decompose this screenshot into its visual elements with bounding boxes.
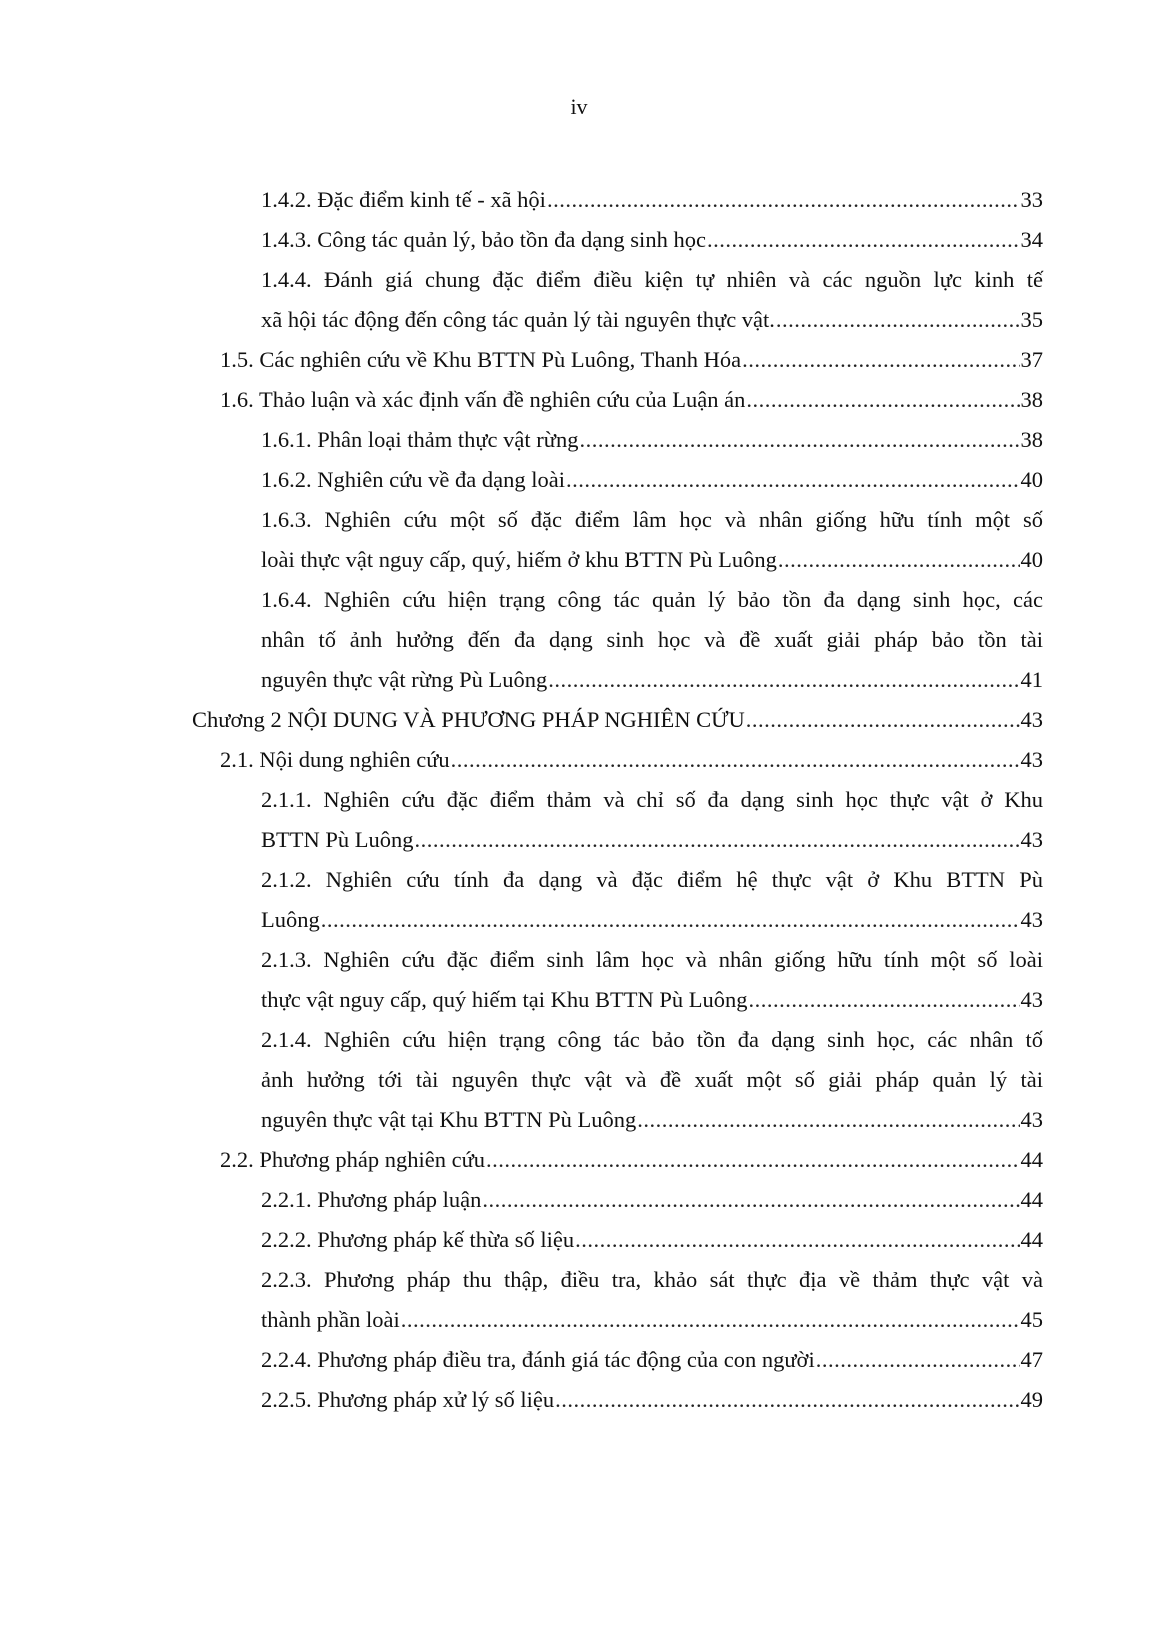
toc-entry-text-line: 2.1.1. Nghiên cứu đặc điểm thảm và chỉ số đa dạng sinh học thực vật ở Khu [261, 787, 1043, 812]
toc-entry-page-number: 43 [1020, 907, 1043, 932]
toc-entry-page-number: 49 [1020, 1387, 1043, 1412]
toc-entry [220, 1140, 1158, 1180]
toc-entry-last-line [261, 1100, 1043, 1140]
dot-leader [579, 420, 1019, 460]
toc-entry-page-number: 37 [1020, 347, 1043, 372]
toc-entry-text-line: nhân tố ảnh hưởng đến đa dạng sinh học và đề xuất giải pháp bảo tồn tài [261, 627, 1043, 652]
toc-entry [261, 500, 1158, 580]
toc-entry-last-line [261, 1180, 1043, 1220]
toc-entry-last-line [261, 1380, 1043, 1420]
toc-entry-last-line [261, 980, 1043, 1020]
toc-entry-last-line [261, 1340, 1043, 1380]
toc-entry-page-number: 38 [1020, 427, 1043, 452]
dot-leader [548, 660, 1019, 700]
toc-entry-page-number: 33 [1020, 187, 1043, 212]
toc-entry-text-line: 2.1.3. Nghiên cứu đặc điểm sinh lâm học và nhân giống hữu tính một số loài [261, 947, 1043, 972]
toc-entry-text-line: 1.6.3. Nghiên cứu một số đặc điểm lâm học và nhân giống hữu tính một số [261, 507, 1043, 532]
toc-entry-title: thành phần loài [261, 1307, 400, 1332]
toc-entry-title: nguyên thực vật tại Khu BTTN Pù Luông [261, 1107, 637, 1132]
toc-entry [220, 740, 1158, 780]
dot-leader [742, 340, 1019, 380]
dot-leader [575, 1220, 1019, 1260]
toc-entry [261, 940, 1158, 1020]
toc-entry-title: 2.2.2. Phương pháp kế thừa số liệu [261, 1227, 575, 1252]
dot-leader [401, 1300, 1020, 1340]
toc-entry-page-number: 45 [1020, 1307, 1043, 1332]
toc-entry [261, 860, 1158, 940]
toc-entry-last-line [220, 340, 1043, 380]
toc-entry-last-line [261, 900, 1043, 940]
toc-entry [220, 380, 1158, 420]
toc-entry [261, 1220, 1158, 1260]
toc-entry-title: 2.2. Phương pháp nghiên cứu [220, 1147, 486, 1172]
toc-entry-page-number: 41 [1020, 667, 1043, 692]
toc-entry-text-line: 2.1.4. Nghiên cứu hiện trạng công tác bảo tồn đa dạng sinh học, các nhân tố [261, 1027, 1043, 1052]
dot-leader [451, 740, 1020, 780]
toc-entry-title: loài thực vật nguy cấp, quý, hiếm ở khu BTTN Pù Luông [261, 547, 777, 572]
toc-entry-page-number: 44 [1020, 1187, 1043, 1212]
dot-leader [776, 300, 1020, 340]
toc-entry-last-line [261, 420, 1043, 460]
toc-entry-page-number: 43 [1020, 707, 1043, 732]
toc-entry-title: 1.4.2. Đặc điểm kinh tế - xã hội [261, 187, 546, 212]
dot-leader [566, 460, 1020, 500]
toc-entry-last-line [261, 1300, 1043, 1340]
toc-entry-title: 2.2.1. Phương pháp luận [261, 1187, 482, 1212]
toc-entry-page-number: 44 [1020, 1147, 1043, 1172]
toc-entry [261, 580, 1158, 700]
dot-leader [778, 540, 1020, 580]
dot-leader [555, 1380, 1019, 1420]
toc-entry-title: xã hội tác động đến công tác quản lý tài nguyên thực vật. [261, 307, 775, 332]
toc-entry-title: 2.2.5. Phương pháp xử lý số liệu [261, 1387, 555, 1412]
toc-entry-text-line: 1.6.4. Nghiên cứu hiện trạng công tác quản lý bảo tồn đa dạng sinh học, các [261, 587, 1043, 612]
toc-entry-last-line [261, 660, 1043, 700]
toc-entry-last-line [192, 700, 1043, 740]
dot-leader [746, 700, 1020, 740]
toc-entry-page-number: 34 [1020, 227, 1043, 252]
dot-leader [321, 900, 1020, 940]
toc-entry-page-number: 43 [1020, 747, 1043, 772]
toc-entry [261, 1380, 1158, 1420]
toc-entry-title: thực vật nguy cấp, quý hiếm tại Khu BTTN Pù Luông [261, 987, 748, 1012]
dot-leader [707, 220, 1020, 260]
toc-entry-last-line [220, 380, 1043, 420]
toc-entry-title: 1.6. Thảo luận và xác định vấn đề nghiên cứu của Luận án [220, 387, 746, 412]
dot-leader [415, 820, 1020, 860]
toc-entry-title: 2.2.4. Phương pháp điều tra, đánh giá tác động của con người [261, 1347, 815, 1372]
toc-entry-page-number: 40 [1020, 547, 1043, 572]
toc-entry-page-number: 38 [1020, 387, 1043, 412]
toc-entry-page-number: 43 [1020, 1107, 1043, 1132]
toc-entry-title: 1.5. Các nghiên cứu về Khu BTTN Pù Luông, Thanh Hóa [220, 347, 742, 372]
toc-entry [261, 780, 1158, 860]
dot-leader [482, 1180, 1019, 1220]
toc-entry-page-number: 47 [1020, 1347, 1043, 1372]
toc-entry-title: 1.6.1. Phân loại thảm thực vật rừng [261, 427, 579, 452]
toc-entry-last-line [261, 220, 1043, 260]
toc-entry-page-number: 35 [1020, 307, 1043, 332]
dot-leader [816, 1340, 1020, 1380]
toc-entry-page-number: 43 [1020, 987, 1043, 1012]
table-of-contents [0, 180, 1158, 1420]
toc-entry-page-number: 43 [1020, 827, 1043, 852]
toc-entry [261, 1180, 1158, 1220]
toc-entry-title: 1.4.3. Công tác quản lý, bảo tồn đa dạng sinh học [261, 227, 706, 252]
toc-entry-title: Chương 2 NỘI DUNG VÀ PHƯƠNG PHÁP NGHIÊN CỨU [192, 707, 745, 732]
toc-entry-title: 1.6.2. Nghiên cứu về đa dạng loài [261, 467, 565, 492]
toc-entry-title: Luông [261, 907, 320, 932]
toc-entry [261, 460, 1158, 500]
dot-leader [746, 380, 1019, 420]
toc-entry-last-line [261, 460, 1043, 500]
toc-entry-last-line [261, 820, 1043, 860]
toc-entry-text-line: ảnh hưởng tới tài nguyên thực vật và đề xuất một số giải pháp quản lý tài [261, 1067, 1043, 1092]
toc-entry [261, 1260, 1158, 1340]
page-number: iv [570, 94, 588, 119]
dot-leader [637, 1100, 1019, 1140]
toc-entry-last-line [261, 300, 1043, 340]
toc-entry-page-number: 40 [1020, 467, 1043, 492]
toc-entry [261, 220, 1158, 260]
toc-entry [261, 260, 1158, 340]
toc-entry-last-line [220, 1140, 1043, 1180]
toc-entry-title: BTTN Pù Luông [261, 827, 414, 852]
toc-entry-last-line [261, 540, 1043, 580]
toc-entry [192, 700, 1158, 740]
toc-entry [220, 340, 1158, 380]
toc-entry-last-line [220, 740, 1043, 780]
toc-entry-last-line [261, 180, 1043, 220]
toc-entry [261, 1020, 1158, 1140]
toc-entry-text-line: 2.2.3. Phương pháp thu thập, điều tra, khảo sát thực địa về thảm thực vật và [261, 1267, 1043, 1292]
toc-entry-title: nguyên thực vật rừng Pù Luông [261, 667, 548, 692]
toc-entry [261, 420, 1158, 460]
toc-entry [261, 1340, 1158, 1380]
toc-entry-text-line: 2.1.2. Nghiên cứu tính đa dạng và đặc điểm hệ thực vật ở Khu BTTN Pù [261, 867, 1043, 892]
toc-entry-text-line: 1.4.4. Đánh giá chung đặc điểm điều kiện tự nhiên và các nguồn lực kinh tế [261, 267, 1043, 292]
dot-leader [547, 180, 1020, 220]
toc-entry-title: 2.1. Nội dung nghiên cứu [220, 747, 450, 772]
toc-entry-page-number: 44 [1020, 1227, 1043, 1252]
dot-leader [749, 980, 1020, 1020]
toc-entry [261, 180, 1158, 220]
toc-entry-last-line [261, 1220, 1043, 1260]
dot-leader [486, 1140, 1019, 1180]
